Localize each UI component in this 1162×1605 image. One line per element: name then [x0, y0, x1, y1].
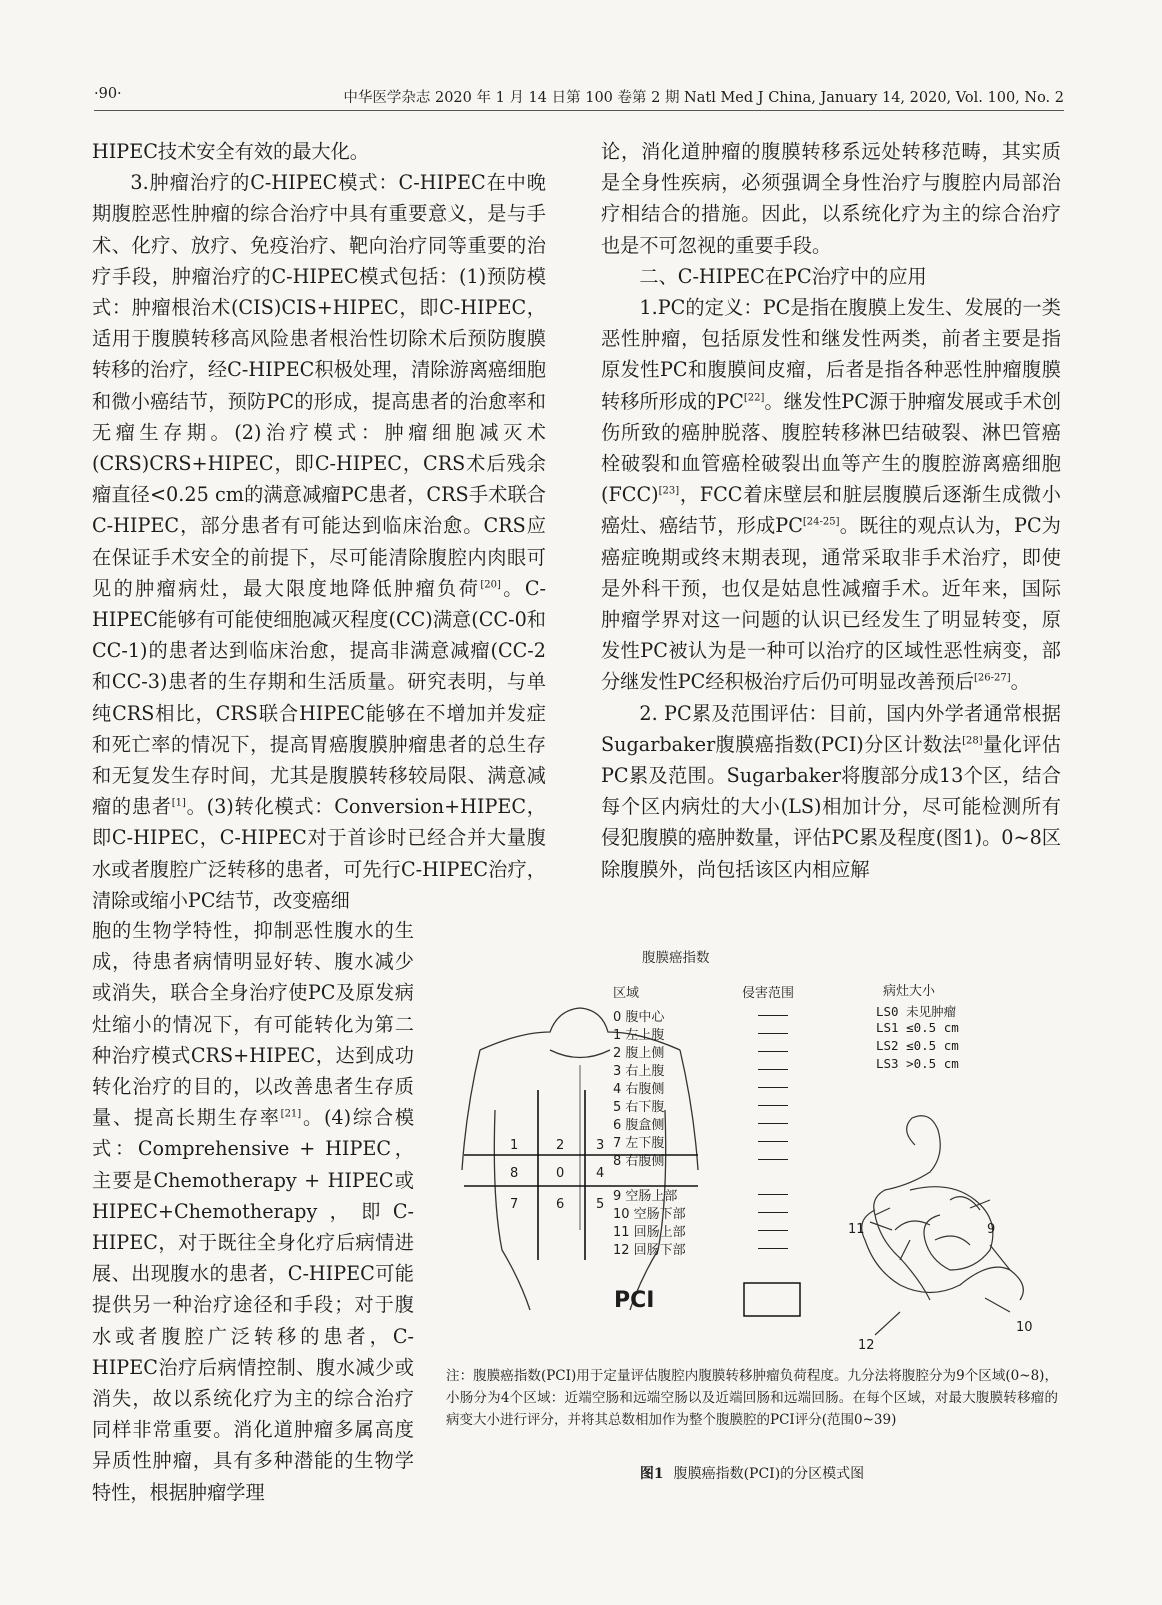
extent-dash: [758, 1087, 788, 1088]
grid-cell-label: 2: [556, 1138, 565, 1153]
region-item: 7 左下腹: [613, 1136, 665, 1151]
grid-cell-label: 0: [556, 1166, 565, 1181]
grid-cell-label: 5: [596, 1197, 605, 1212]
extent-dash: [758, 1212, 788, 1213]
region-item: 0 腹中心: [613, 1010, 665, 1025]
bowel-region-label: 10: [1016, 1320, 1033, 1335]
lesion-size-item: LS2 ≤0.5 cm: [876, 1038, 959, 1053]
paragraph: 1.PC的定义：PC是指在腹膜上发生、发展的一类恶性肿瘤，包括原发性和继发性两类，前者主要是指原发性PC和腹膜间皮瘤，后者是指各种恶性肿瘤腹膜转移所形成的PC[22]。继发性PC源于肿瘤发展或手术创伤所致的癌肿脱落、腹腔转移淋巴结破裂、淋巴管癌栓破裂和血管癌栓破裂出血等产生的腹腔游离癌细胞(FCC)[23]，FCC着床壁层和脏层腹膜后逐渐生成微小癌灶、癌结节，形成PC[24-25]。既往的观点认为，PC为癌症晚期或终末期表现，通常采取非手术治疗，即使是外科干预，也仅是姑息性减瘤手术。近年来，国际肿瘤学界对这一问题的认识已经发生了明显转变，原发性PC被认为是一种可以治疗的区域性恶性病变，部分继发性PC经积极治疗后仍可明显改善预后[26-27]。: [601, 296, 1062, 694]
region-item: 9 空肠上部: [613, 1189, 678, 1204]
extent-dash: [758, 1123, 788, 1124]
region-item: 8 右腹侧: [613, 1154, 665, 1169]
grid-cell-label: 7: [510, 1197, 519, 1212]
lesion-size-item: LS1 ≤0.5 cm: [876, 1020, 959, 1035]
lesion-size-item: LS0 未见肿瘤: [876, 1004, 957, 1019]
region-item: 11 回肠上部: [613, 1225, 686, 1240]
bowel-region-label: 9: [987, 1222, 996, 1237]
paragraph: 2. PC累及范围评估：目前，国内外学者通常根据Sugarbaker腹膜癌指数(PCI)分区计数法[28]量化评估PC累及范围。Sugarbaker将腹部分成13个区，结合每个区内病灶的大小(LS)相加计分，尽可能检测所有侵犯腹膜的癌肿数量，评估PC累及程度(图1)。0~8区除腹膜外，尚包括该区内相应解: [601, 701, 1061, 881]
figure-label: 图1: [639, 1466, 664, 1482]
section-heading: 二、C-HIPEC在PC治疗中的应用: [639, 264, 927, 288]
region-item: 4 右腹侧: [613, 1082, 665, 1097]
grid-cell-label: 6: [556, 1197, 565, 1212]
grid-cell-label: 3: [596, 1138, 605, 1153]
paragraph: 3.肿瘤治疗的C-HIPEC模式：C-HIPEC在中晚期腹腔恶性肿瘤的综合治疗中具有重要意义，是与手术、化疗、放疗、免疫治疗、靶向治疗同等重要的治疗手段，肿瘤治疗的C-HIPEC模式包括：(1)预防模式：肿瘤根治术(CIS)CIS+HIPEC，即C-HIPEC，适用于腹膜转移高风险患者根治性切除术后预防腹膜转移的治疗，经C-HIPEC积极处理，清除游离癌细胞和微小癌结节，预防PC的形成，提高患者的治愈率和无瘤生存期。(2)治疗模式：肿瘤细胞减灭术(CRS)CRS+HIPEC，即C-HIPEC，CRS术后残余瘤直径<0.25 cm的满意减瘤PC患者，CRS手术联合C-HIPEC，部分患者有可能达到临床治愈。CRS应在保证手术安全的前提下，尽可能清除腹腔内肉眼可见的肿瘤病灶，最大限度地降低肿瘤负荷[20]。C-HIPEC能够有可能使细胞减灭程度(CC)满意(CC-0和CC-1)的患者达到临床治愈，提高非满意减瘤(CC-2和CC-3)患者的生存期和生活质量。研究表明，与单纯CRS相比，CRS联合HIPEC能够在不增加并发症和死亡率的情况下，提高胃癌腹膜肿瘤患者的总生存和无复发生存时间，尤其是腹膜转移较局限、满意减瘤的患者[1]。(3)转化模式：Conversion+HIPEC，即C-HIPEC，C-HIPEC对于首诊时已经合并大量腹水或者腹腔广泛转移的患者，可先行C-HIPEC治疗，清除或缩小PC结节，改变癌细: [92, 171, 547, 912]
col-header-extent: 侵害范围: [742, 986, 795, 1001]
citation: [21]: [280, 1108, 302, 1120]
extent-dash: [758, 1105, 788, 1106]
bowel-region-label: 12: [858, 1338, 875, 1353]
extent-dash: [758, 1033, 788, 1034]
region-item: 3 右上腹: [613, 1064, 665, 1079]
region-item: 2 腹上侧: [613, 1046, 665, 1061]
left-column-top: [92, 136, 546, 916]
grid-cell-label: 8: [510, 1166, 519, 1181]
citation: [20]: [480, 579, 501, 591]
pci-label: PCI: [614, 1288, 655, 1313]
figure-caption-text: 腹膜癌指数(PCI)的分区模式图: [673, 1466, 865, 1482]
page-number: ·90·: [94, 86, 122, 102]
grid-cell-label: 1: [510, 1138, 519, 1153]
extent-dash: [758, 1141, 788, 1142]
figure-note: 注：腹膜癌指数(PCI)用于定量评估腹腔内腹膜转移肿瘤负荷程度。九分法将腹腔分为9个区域(0~8)，小肠分为4个区域：近端空肠和远端空肠以及近端回肠和远端回肠。在每个区域，对最大腹膜转移瘤的病变大小进行评分，并将其总数相加作为整个腹膜腔的PCI评分(范围0~39): [446, 1368, 1058, 1428]
extent-dash: [758, 1248, 788, 1249]
region-item: 12 回肠下部: [613, 1243, 686, 1258]
region-item: 1 左上腹: [613, 1028, 665, 1043]
extent-dash: [758, 1069, 788, 1070]
paragraph: 胞的生物学特性，抑制恶性腹水的生成，待患者病情明显好转、腹水减少或消失，联合全身治疗使PC及原发病灶缩小的情况下，有可能转化为第二种治疗模式CRS+HIPEC，达到成功转化治疗的目的，以改善患者生存质量、提高长期生存率[21]。(4)综合模式：Comprehensive + HIPEC，主要是Chemotherapy + HIPEC或HIPEC+Chemotherapy，即C-HIPEC，对于既往全身化疗后病情进展、出现腹水的患者，C-HIPEC可能提供另一种治疗途径和手段；对于腹水或者腹腔广泛转移的患者，C-HIPEC治疗后病情控制、腹水减少或消失，故以系统化疗为主的综合治疗同样非常重要。消化道肿瘤多属高度异质性肿瘤，具有多种潜能的生物学特性，根据肿瘤学理: [92, 919, 415, 1504]
lesion-size-item: LS3 >0.5 cm: [876, 1056, 959, 1071]
paragraph: HIPEC技术安全有效的最大化。: [92, 140, 369, 163]
figure-caption: [446, 1463, 1058, 1483]
col-header-region: 区域: [613, 986, 640, 1001]
region-item: 5 右下腹: [613, 1100, 665, 1115]
region-item: 6 腹盒侧: [613, 1118, 665, 1133]
citation: [1]: [171, 797, 186, 809]
torso-illustration: [430, 940, 1062, 1358]
right-column: [601, 136, 1061, 885]
region-item: 10 空肠下部: [613, 1207, 686, 1222]
col-header-size: 病灶大小: [883, 984, 936, 999]
running-header: [94, 86, 1064, 111]
journal-citation: 中华医学杂志 2020 年 1 月 14 日第 100 卷第 2 期 Natl Med J China, January 14, 2020, Vol. 100, No. 2: [343, 90, 1064, 106]
extent-dash: [758, 1230, 788, 1231]
extent-dash: [758, 1159, 788, 1160]
extent-dash: [758, 1051, 788, 1052]
figure-title: 腹膜癌指数: [642, 950, 710, 966]
grid-cell-label: 4: [596, 1166, 605, 1181]
extent-dash: [758, 1194, 788, 1195]
paragraph: 论，消化道肿瘤的腹膜转移系远处转移范畴，其实质是全身性疾病，必须强调全身性治疗与腹腔内局部治疗相结合的措施。因此，以系统化疗为主的综合治疗也是不可忽视的重要手段。: [601, 140, 1061, 257]
left-column-bottom: [92, 915, 414, 1508]
figure-pci: [430, 940, 1062, 1358]
bowel-region-label: 11: [848, 1222, 865, 1237]
extent-dash: [758, 1015, 788, 1016]
